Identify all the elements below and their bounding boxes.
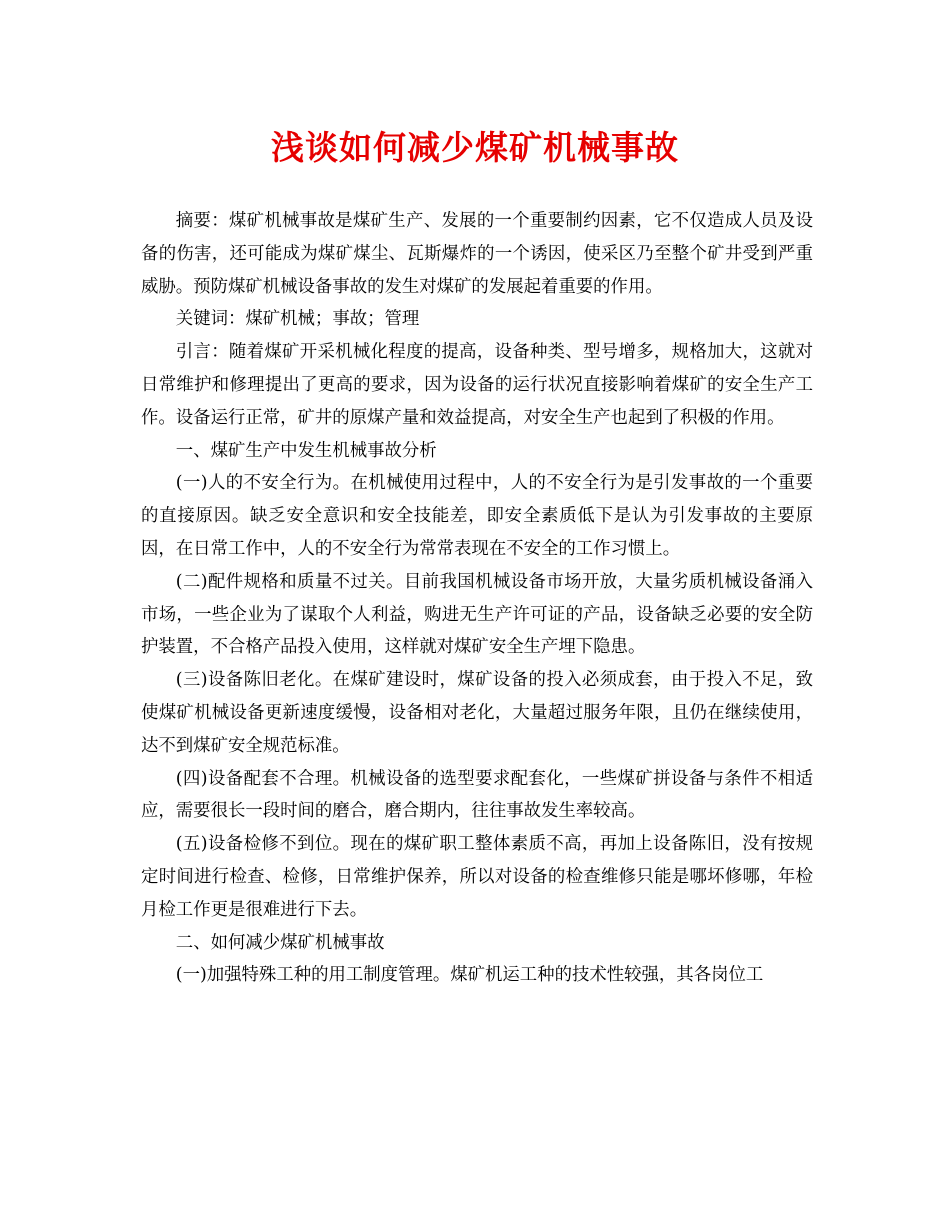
keywords-paragraph: 关键词：煤矿机械；事故；管理 xyxy=(175,309,420,330)
document-title: 浅谈如何减少煤矿机械事故 xyxy=(271,128,679,167)
section-heading-2: 二、如何减少煤矿机械事故 xyxy=(175,932,385,953)
body-paragraph: (一)人的不安全行为。在机械使用过程中，人的不安全行为是引发事故的一个重要的直接原因。缺乏安全意识和安全技能差，即安全素质低下是认为引发事故的主要原因，在日常工作中，人的不安全行为常常表现在不安全的工作习惯上。 xyxy=(141,473,813,559)
body-paragraph: (一)加强特殊工种的用工制度管理。煤矿机运工种的技术性较强，其各岗位工 xyxy=(175,965,764,986)
introduction-paragraph: 引言：随着煤矿开采机械化程度的提高，设备种类、型号增多，规格加大，这就对日常维护和修理提出了更高的要求，因为设备的运行状况直接影响着煤矿的安全生产工作。设备运行正常，矿井的原煤产量和效益提高，对安全生产也起到了积极的作用。 xyxy=(141,342,813,428)
abstract-paragraph: 摘要：煤矿机械事故是煤矿生产、发展的一个重要制约因素，它不仅造成人员及设备的伤害，还可能成为煤矿煤尘、瓦斯爆炸的一个诱因，使采区乃至整个矿井受到严重威胁。预防煤矿机械设备事故的发生对煤矿的发展起着重要的作用。 xyxy=(141,211,813,297)
body-paragraph: (五)设备检修不到位。现在的煤矿职工整体素质不高，再加上设备陈旧，没有按规定时间进行检查、检修，日常维护保养，所以对设备的检查维修只能是哪坏修哪，年检月检工作更是很难进行下去。 xyxy=(141,834,813,920)
body-paragraph: (三)设备陈旧老化。在煤矿建设时，煤矿设备的投入必须成套，由于投入不足，致使煤矿机械设备更新速度缓慢，设备相对老化，大量超过服务年限，且仍在继续使用，达不到煤矿安全规范标准。 xyxy=(141,670,813,756)
body-paragraph: (二)配件规格和质量不过关。目前我国机械设备市场开放，大量劣质机械设备涌入市场，一些企业为了谋取个人利益，购进无生产许可证的产品，设备缺乏必要的安全防护装置，不合格产品投入使用，这样就对煤矿安全生产埋下隐患。 xyxy=(141,571,813,658)
body-paragraph: (四)设备配套不合理。机械设备的选型要求配套化，一些煤矿拼设备与条件不相适应，需要很长一段时间的磨合，磨合期内，往往事故发生率较高。 xyxy=(141,768,813,822)
section-heading-1: 一、煤矿生产中发生机械事故分析 xyxy=(175,440,437,461)
document-body xyxy=(141,205,813,992)
